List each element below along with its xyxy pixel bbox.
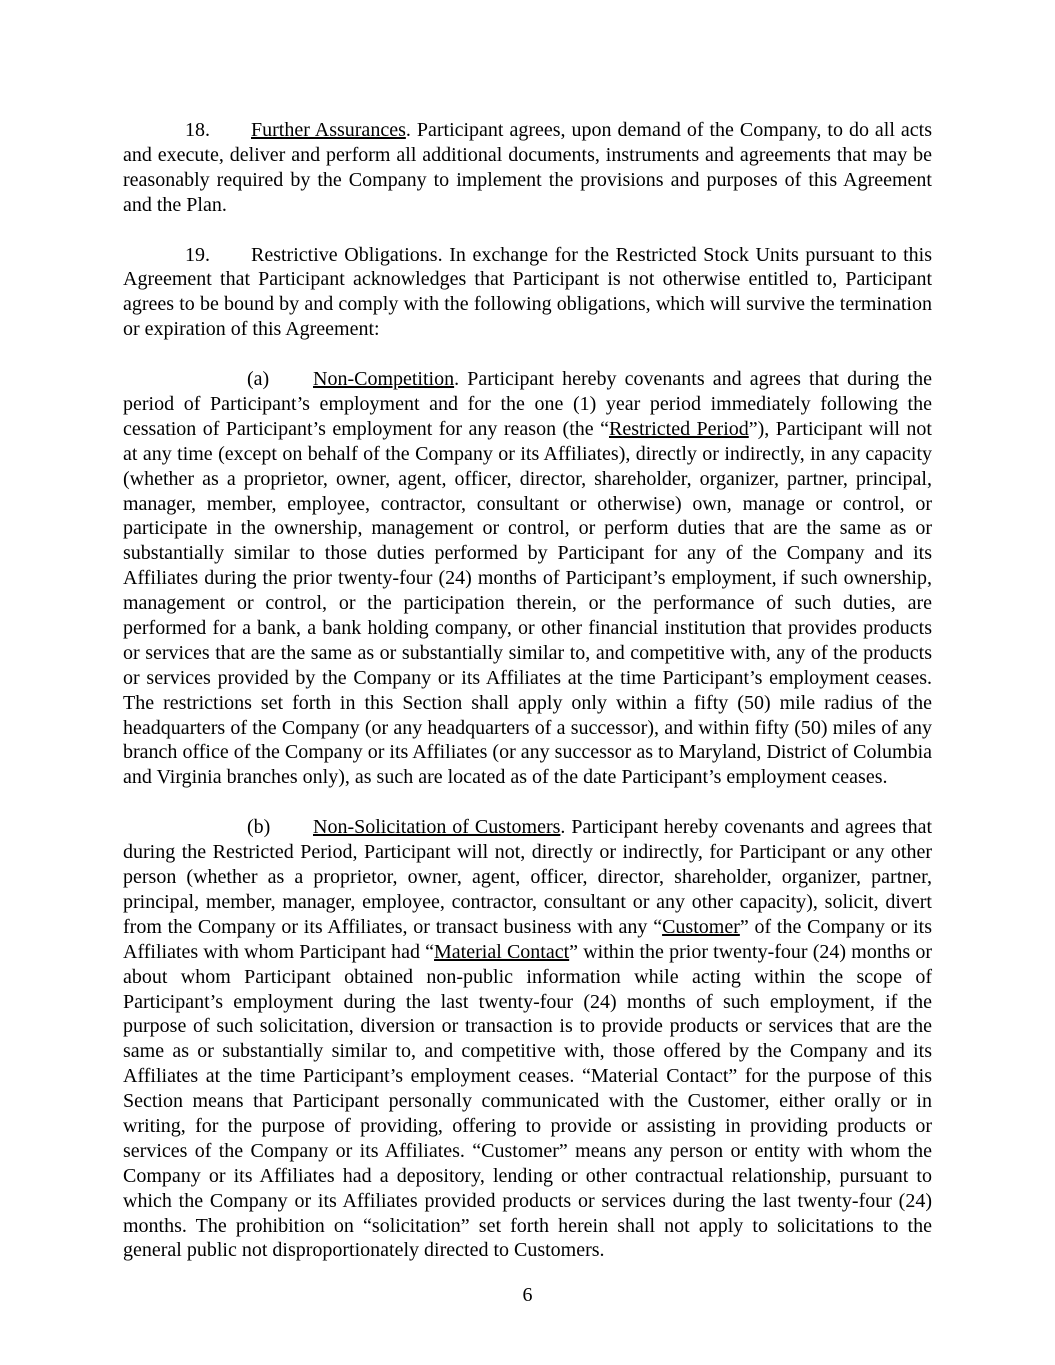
underlined-text: Customer [662,915,740,938]
paragraph [123,815,932,1263]
paragraph-number: 19. [185,243,210,266]
underlined-text: Restricted Period [608,417,749,440]
underlined-text: Further Assurances [251,119,406,141]
paragraph-number: (a) [247,368,270,391]
paragraph-number: (b) [247,816,271,839]
paragraph [123,118,932,218]
text-run: ” within the prior twenty-four (24) months or about whom Participant obtained non-public information while acting within the scope of Participant’s employment during the last twenty-four (24) months of such employment, if the purpose of such solicitation, diversion or transaction is to provide products or services that are the same as or substantially similar to, and competitive with, those offered by the Company and its Affiliates at the time Participant’s employment ceases. “Material Contact” for the purpose of this Section means that Participant personally communicated with the Customer, either orally or in writing, for the purpose of providing, offering to provide or assisting in providing products or services of the Company or its Affiliates. “Customer” means any person or entity with whom the Company or its Affiliates had a depository, lending or other contractual relationship, pursuant to which the Company or its Affiliates provided products or services during the last twenty-four (24) months. The prohibition on “solicitation” set forth herein shall not apply to solicitations to the general public not disproportionately directed to Customers. [123,940,933,1262]
text-run: ” of the Company or its Affiliates with whom Participant had “ [123,915,932,963]
text-run: ”), Participant will not at any time (except on behalf of the Company or its Affiliates), directly or indirectly, in any capacity (whether as a proprietor, owner, agent, officer, director, shareholder, organizer, partner, principal, manager, member, employee, contractor, consultant or otherwise) own, manage or control, or participate in the ownership, management or control, or perform duties that are the same as or substantially similar to those duties performed by Participant for any of the Company and its Affiliates during the prior twenty-four (24) months of Participant’s employment, if such ownership, management or control, or the participation therein, or the performance of such duties, are performed for a bank, a bank holding company, or other financial institution that provides products or services that are the same as or substantially similar to, and competitive with, any of the products or services provided by the Company or its Affiliates at the time Participant’s employment ceases. The restrictions set forth in this Section shall apply only within a fifty (50) mile radius of the headquarters of the Company (or any headquarters of a successor), and within fifty (50) miles of any branch office of the Company or its Affiliates (or any successor as to Maryland, District of Columbia and Virginia branches only), as such are located as of the date Participant’s employment ceases. [123,417,932,789]
underlined-text: Non-Competition [313,368,455,391]
underlined-text: Non-Solicitation of Customers [313,816,561,839]
text-run: . Participant agrees, upon demand of the Company, to do all acts and execute, deliver and perform all additional documents, instruments and agreements that may be reasonably required by the Company to implement the provisions and purposes of this Agreement and the Plan. [123,119,933,216]
text-run: Restrictive Obligations. In exchange for the Restricted Stock Units pursuant to this Agreement that Participant acknowledges that Participant is not otherwise entitled to, Participant agrees to be bound by and comply with the following obligations, which will survive the termination or expiration of this Agreement: [123,243,932,341]
paragraph [123,243,932,343]
underlined-text: Material Contact [434,940,570,963]
document-body [123,118,932,1288]
paragraph [123,367,932,790]
page-number: 6 [522,1284,533,1306]
paragraph-number: 18. [185,119,210,141]
text-run: . Participant hereby covenants and agrees that during the Restricted Period, Participant will not, directly or indirectly, for Participant or any other person (whether as a proprietor, owner, agent, officer, director, shareholder, organizer, partner, principal, member, manager, employee, contractor, consultant or any other capacity), solicit, divert from the Company or its Affiliates, or transact business with any “ [123,816,933,938]
text-run: . Participant hereby covenants and agrees that during the period of Participant’s employment and for the one (1) year period immediately following the cessation of Participant’s employment for any reason (the “ [123,368,932,440]
